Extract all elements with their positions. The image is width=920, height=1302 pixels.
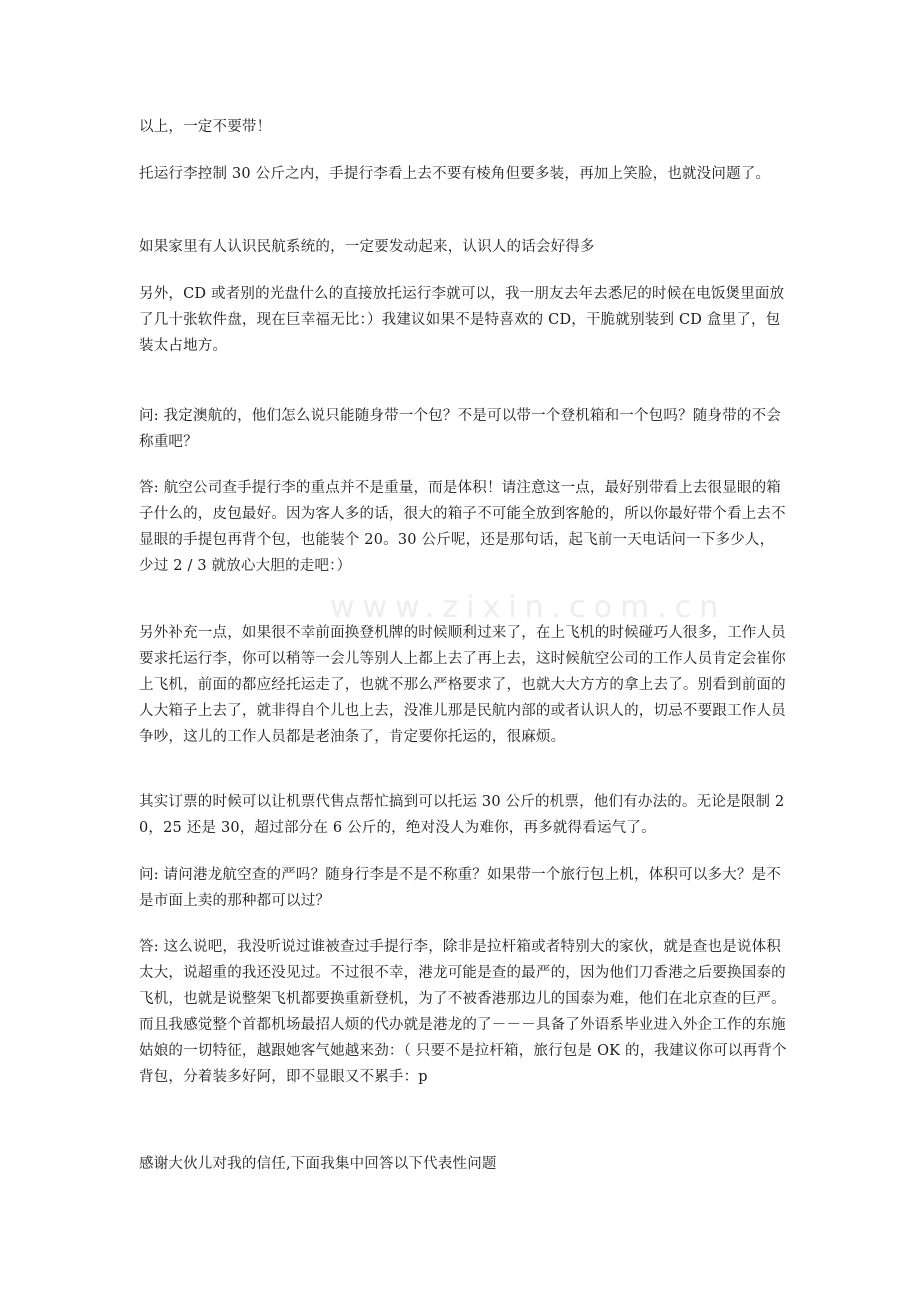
paragraph-4: 另外，CD 或者别的光盘什么的直接放托运行李就可以，我一朋友去年去悉尼的时候在电饭煲里面放了几十张软件盘，现在巨幸福无比：）我建议如果不是特喜欢的 CD，干脆就别装到 CD 盒里了，包装太占地方。: [139, 286, 785, 354]
paragraph-question-2: 问: 请问港龙航空查的严吗？随身行李是不是不称重？如果带一个旅行包上机，体积可以多大？是不是市面上卖的那种都可以过？: [139, 867, 781, 909]
paragraph-2: 托运行李控制 30 公斤之内，手提行李看上去不要有棱角但要多装，再加上笑脸，也就没问题了。: [139, 166, 771, 182]
paragraph-thanks: 感谢大伙儿对我的信任,下面我集中回答以下代表性问题: [139, 1156, 497, 1172]
paragraph-answer-2: 答: 这么说吧，我没听说过谁被查过手提行李，除非是拉杆箱或者特别大的家伙，就是查也是说体积太大，说超重的我还没见过。不过很不幸，港龙可能是查的最严的，因为他们刀香港之后要换国泰的飞机，也就是说整架飞机都要换重新登机，为了不被香港那边儿的国泰为难，他们在北京查的巨严。而且我感觉整个首都机场最招人烦的代办就是港龙的了－－－具备了外语系毕业进入外企工作的东施姑娘的一切特征，越跟她客气她越来劲：（ 只要不是拉杆箱，旅行包是 OK 的，我建议你可以再背个背包，分着装多好阿，即不显眼又不累手：p: [139, 939, 787, 1085]
paragraph-answer-1: 答: 航空公司查手提行李的重点并不是重量，而是体积！请注意这一点，最好别带看上去很显眼的箱子什么的，皮包最好。因为客人多的话，很大的箱子不可能全放到客舱的，所以你最好带个看上去不显眼的手提包再背个包，也能装个 20。30 公斤呢，还是那句话，起飞前一天电话问一下多少人，少过 2 / 3 就放心大胆的走吧：）: [139, 480, 786, 574]
paragraph-1: 以上，一定不要带！: [139, 119, 272, 135]
watermark: www.zixin.com.cn: [330, 590, 727, 625]
paragraph-3: 如果家里有人认识民航系统的，一定要发动起来，认识人的话会好得多: [139, 239, 595, 255]
paragraph-supplement: 另外补充一点，如果很不幸前面换登机牌的时候顺利过来了，在上飞机的时候碰巧人很多，工作人员要求托运行李，你可以稍等一会儿等别人上都上去了再上去，这时候航空公司的工作人员肯定会崔你上飞机，前面的都应经托运走了，也就不那么严格要求了，也就大大方方的拿上去了。别看到前面的人大箱子上去了，就非得自个儿也上去，没准儿那是民航内部的或者认识人的，切忌不要跟工作人员争吵，这儿的工作人员都是老油条了，肯定要你托运的，很麻烦。: [139, 625, 786, 745]
paragraph-question-1: 问: 我定澳航的，他们怎么说只能随身带一个包？不是可以带一个登机箱和一个包吗？随身带的不会称重吧？: [139, 408, 781, 450]
paragraph-ticket-tip: 其实订票的时候可以让机票代售点帮忙搞到可以托运 30 公斤的机票，他们有办法的。无论是限制 20，25 还是 30，超过部分在 6 公斤的，绝对没人为难你，再多就得看运气了。: [139, 794, 785, 836]
